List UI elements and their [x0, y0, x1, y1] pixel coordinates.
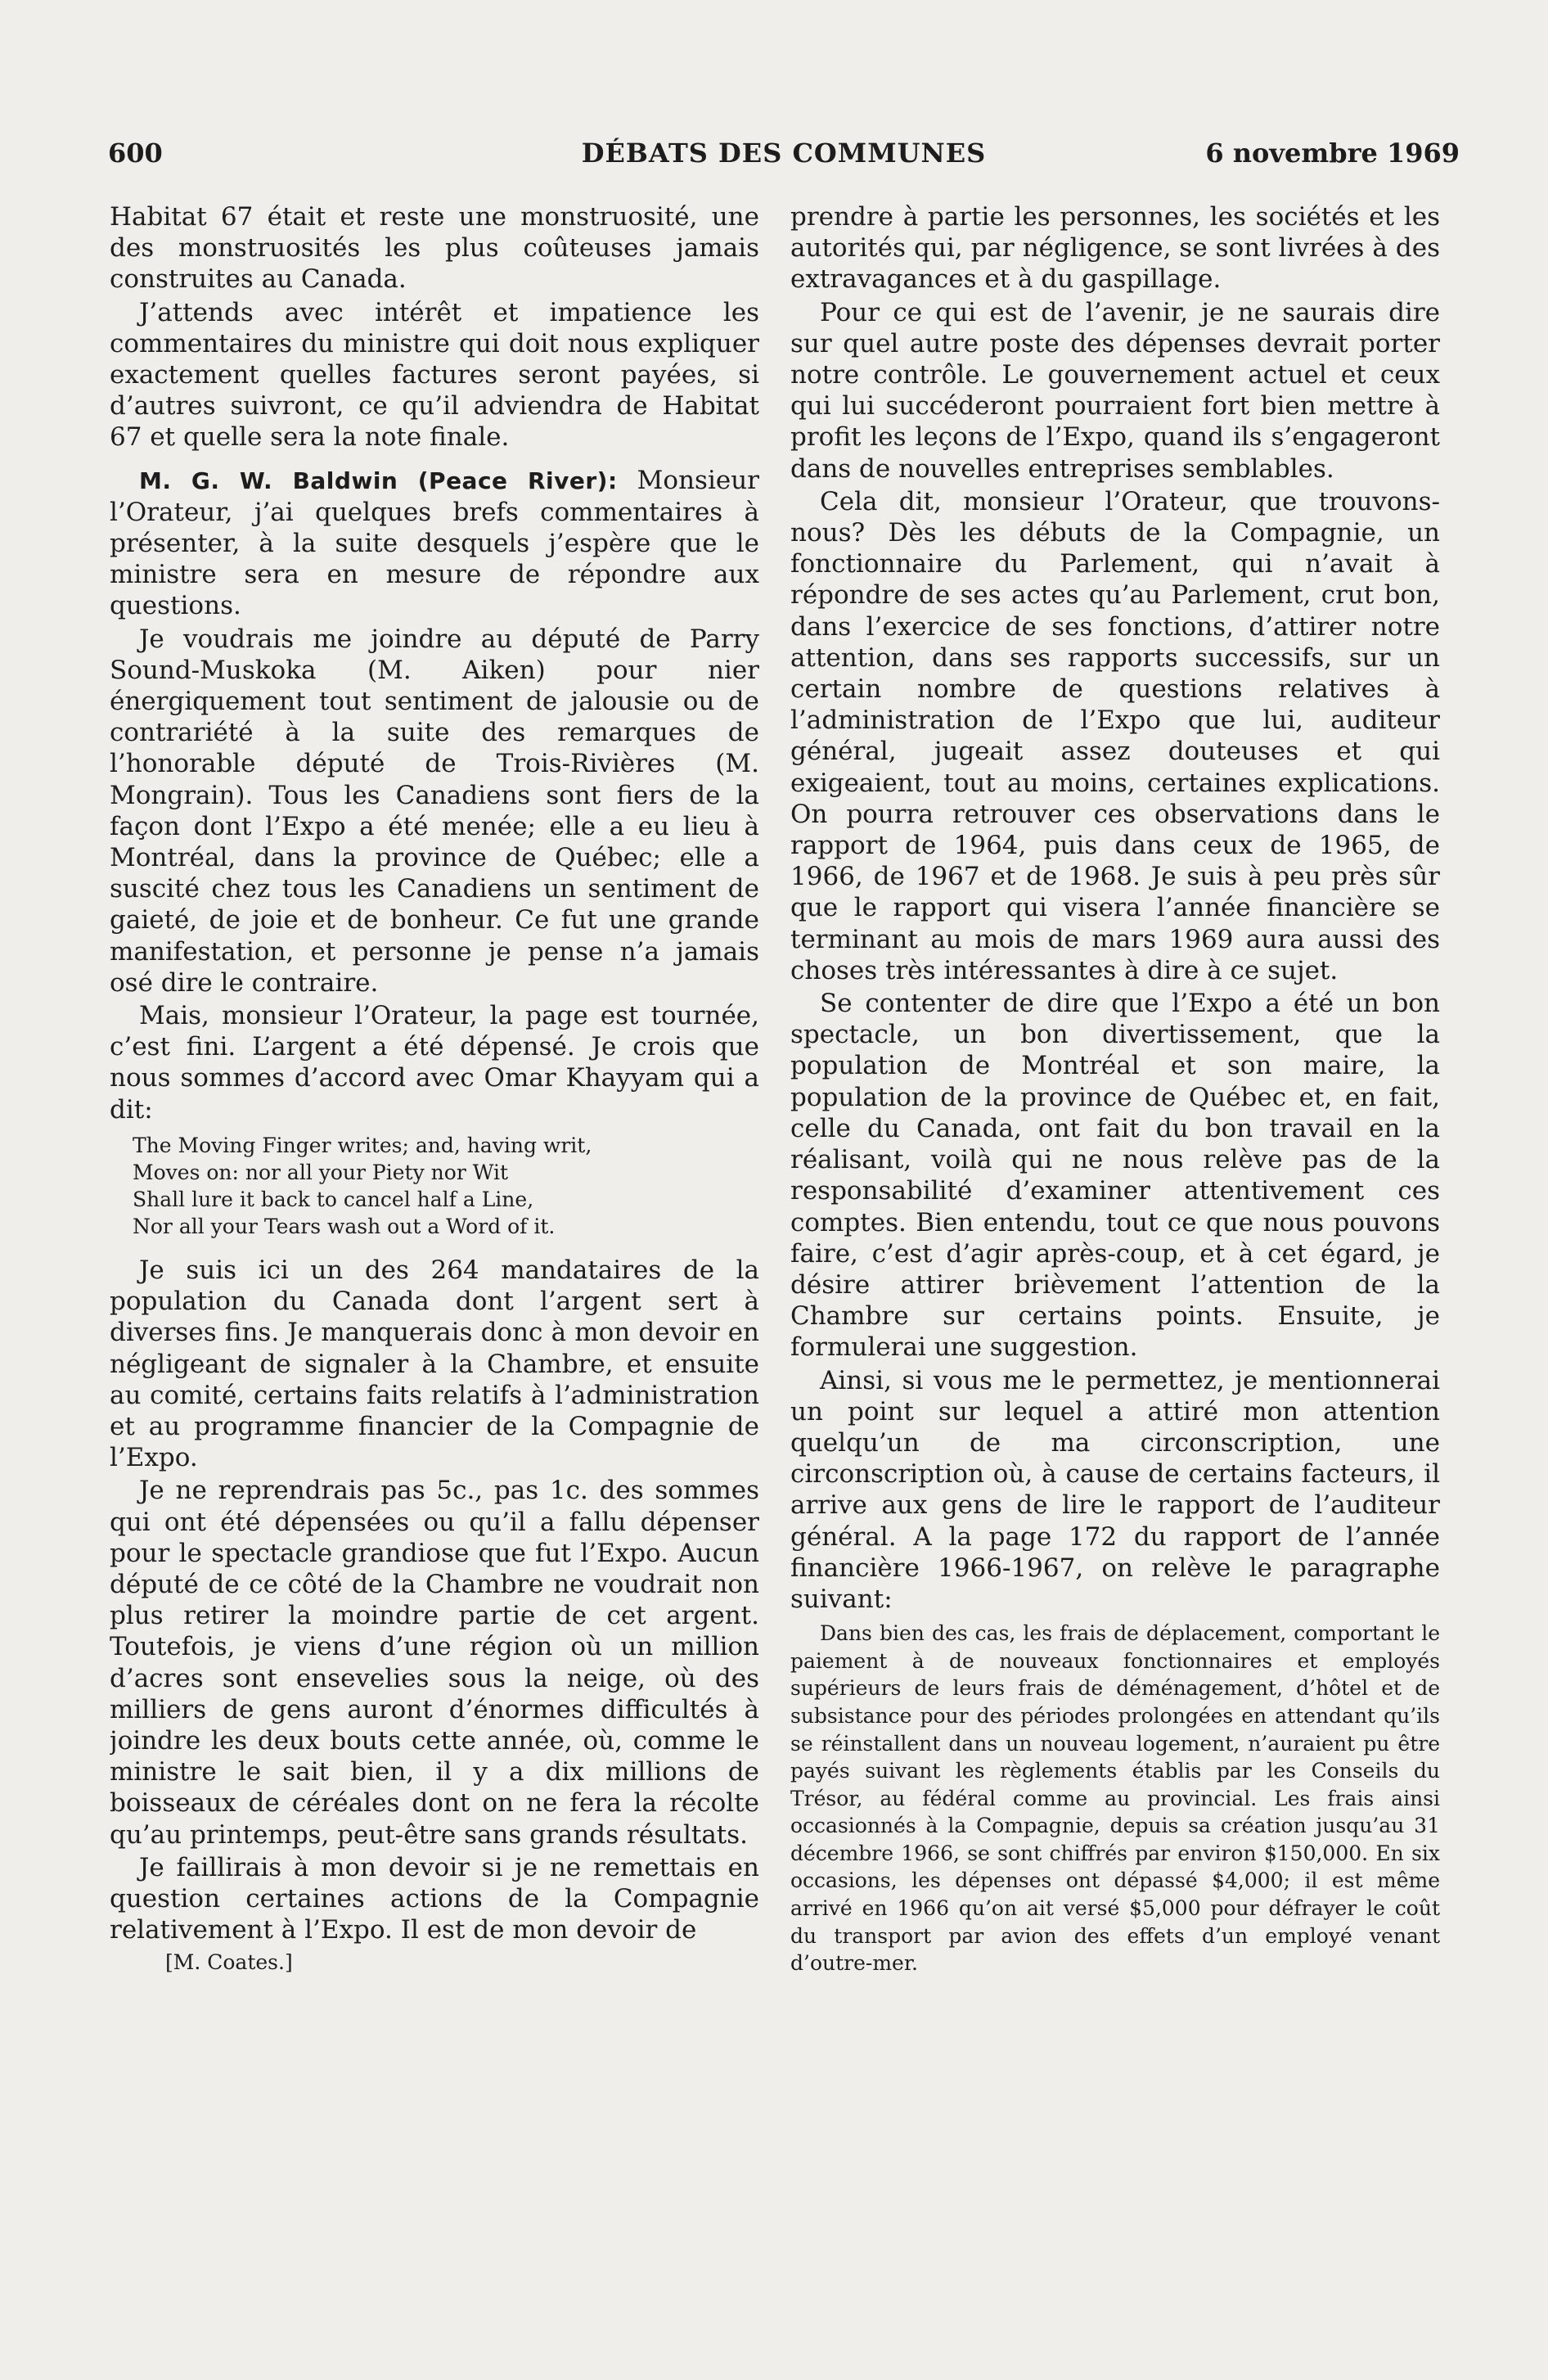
page-number: 600 — [108, 137, 163, 169]
paragraph: Ainsi, si vous me le permettez, je mentionnerai un point sur lequel a attiré mon attention quelqu’un de ma circonscription, une circonscription où, à cause de certains facteurs, il arrive aux gens de lire le rapport de l’auditeur général. A la page 172 du rapport de l’année financière 1966-1967, on relève le paragraphe suivant: — [790, 1365, 1440, 1614]
poem-quote — [133, 1132, 759, 1240]
paragraph: prendre à partie les personnes, les sociétés et les autorités qui, par négligence, se sont livrées à des extravagances et à du gaspillage. — [790, 202, 1440, 295]
publication-title: DÉBATS DES COMMUNES — [581, 137, 987, 169]
poem-line: Nor all your Tears wash out a Word of it. — [133, 1214, 556, 1238]
quote-text: Dans bien des cas, les frais de déplacement, comportant le paiement à de nouveaux fonctionnaires et employés supérieurs de leurs frais de déménagement, d’hôtel et de subsistance pour des périodes prolongées en attendant qu’ils se réinstallent dans un nouveau logement, n’auraient pu être payés suivant les règlements établis par les Conseils du Trésor, au fédéral comme au provincial. Les frais ainsi occasionnés à la Compagnie, depuis sa création jusqu’au 31 décembre 1966, se sont chiffrés par environ $150,000. En six occasions, les dépenses ont dépassé $4,000; il est même arrivé en 1966 qu’on ait versé $5,000 pour défrayer le coût du transport par avion des effets d’un employé venant d’outre-mer. — [790, 1621, 1440, 1976]
block-quote — [790, 1620, 1440, 1977]
paragraph: Mais, monsieur l’Orateur, la page est tournée, c’est fini. L’argent a été dépensé. Je crois que nous sommes d’accord avec Omar Khayyam qui a dit: — [110, 1001, 759, 1125]
paragraph: Je faillirais à mon devoir si je ne remettais en question certaines actions de la Compagnie relativement à l’Expo. Il est de mon devoir de — [110, 1852, 759, 1945]
paragraph: J’attends avec intérêt et impatience les commentaires du ministre qui doit nous expliquer exactement quelles factures seront payées, si d’autres suivront, ce qu’il adviendra de Habitat 67 et quelle sera la note finale. — [110, 297, 759, 453]
left-column — [110, 201, 759, 2215]
paragraph: Je suis ici un des 264 mandataires de la population du Canada dont l’argent sert à diverses fins. Je manquerais donc à mon devoir en négligeant de signaler à la Chambre, et ensuite au comité, certains faits relatifs à l’administration et au programme financier de la Compagnie de l’Expo. — [110, 1255, 759, 1473]
speaker-name: M. G. W. Baldwin (Peace River): — [139, 467, 618, 494]
speaker-paragraph — [110, 465, 759, 622]
paragraph: Habitat 67 était et reste une monstruosité, une des monstruosités les plus coûteuses jamais construites au Canada. — [110, 202, 759, 295]
paragraph: Je voudrais me joindre au député de Parry Sound-Muskoka (M. Aiken) pour nier énergiquement tout sentiment de jalousie ou de contrariété à la suite des remarques de l’honorable député de Trois-Rivières (M. Mongrain). Tous les Canadiens sont fiers de la façon dont l’Expo a été menée; elle a eu lieu à Montréal, dans la province de Québec; elle a suscité chez tous les Canadiens un sentiment de gaieté, de joie et de bonheur. Ce fut une grande manifestation, et personne je pense n’a jamais osé dire le contraire. — [110, 624, 759, 998]
poem-line: Shall lure it back to cancel half a Line, — [133, 1187, 534, 1211]
page-date: 6 novembre 1969 — [1205, 137, 1460, 169]
page-header — [108, 137, 1460, 174]
poem-line: Moves on: nor all your Piety nor Wit — [133, 1160, 509, 1184]
paragraph: Je ne reprendrais pas 5c., pas 1c. des sommes qui ont été dépensées ou qu’il a fallu dépenser pour le spectacle grandiose que fut l’Expo. Aucun député de ce côté de la Chambre ne voudrait non plus retirer la moindre partie de cet argent. Toutefois, je viens d’une région où un million d’acres sont ensevelies sous la neige, où des milliers de gens auront d’énormes difficultés à joindre les deux bouts cette année, où, comme le ministre le sait bien, il y a dix millions de boisseaux de céréales dont on ne fera la récolte qu’au printemps, peut-être sans grands résultats. — [110, 1476, 759, 1850]
paragraph: Cela dit, monsieur l’Orateur, que trouvons-nous? Dès les débuts de la Compagnie, un fonctionnaire du Parlement, qui n’avait à répondre de ses actes qu’au Parlement, crut bon, dans l’exercice de ses fonctions, d’attirer notre attention, dans ses rapports successifs, sur un certain nombre de questions relatives à l’administration de l’Expo que lui, auditeur général, jugeait assez douteuses et qui exigeaient, tout au moins, certaines explications. On pourra retrouver ces observations dans le rapport de 1964, puis dans ceux de 1965, de 1966, de 1967 et de 1968. Je suis à peu près sûr que le rapport qui visera l’année financière se terminant au mois de mars 1969 aura aussi des choses très intéressantes à dire à ce sujet. — [790, 486, 1440, 985]
paragraph: Se contenter de dire que l’Expo a été un bon spectacle, un bon divertissement, que la population de Montréal et son maire, la population de la province de Québec et, en fait, celle du Canada, ont fait du bon travail en la réalisant, voilà qui ne nous relève pas de la responsabilité d’examiner attentivement ces comptes. Bien entendu, tout ce que nous pouvons faire, c’est d’agir après-coup, et à cet égard, je désire attirer brièvement l’attention de la Chambre sur certains points. Ensuite, je formulerai une suggestion. — [790, 989, 1440, 1363]
paragraph: Pour ce qui est de l’avenir, je ne saurais dire sur quel autre poste des dépenses devrait porter notre contrôle. Le gouvernement actuel et ceux qui lui succéderont pourraient fort bien mettre à profit les leçons de l’Expo, quand ils s’engageront dans de nouvelles entreprises semblables. — [790, 297, 1440, 484]
right-column — [790, 201, 1440, 2215]
paragraph-text: Monsieur l’Orateur, j’ai quelques brefs commentaires à présenter, à la suite desquels j’espère que le ministre sera en mesure de répondre aux questions. — [110, 465, 759, 621]
poem-line: The Moving Finger writes; and, having writ, — [133, 1133, 592, 1157]
speaker-footnote: [M. Coates.] — [165, 1950, 293, 1975]
